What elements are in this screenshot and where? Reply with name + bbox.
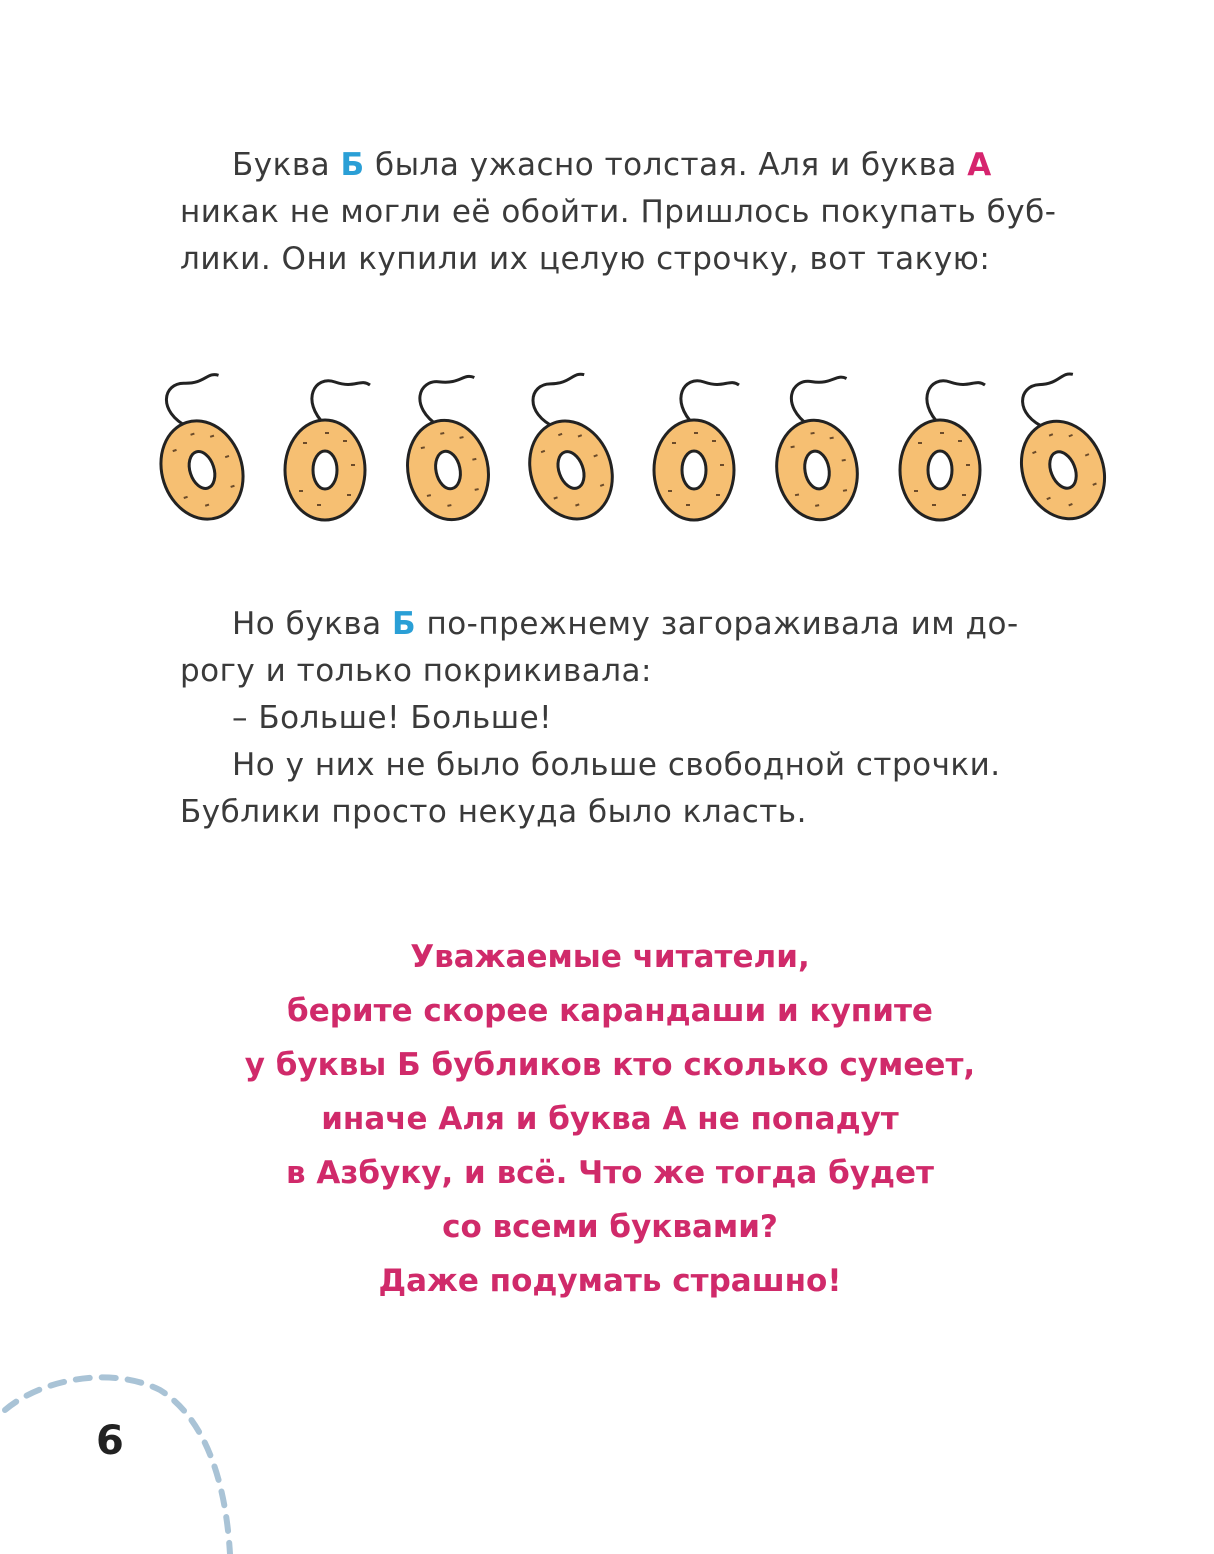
appeal-line: со всеми буквами?: [442, 1209, 778, 1245]
paragraph-line: Бублики просто некуда было класть.: [180, 794, 807, 830]
appeal-line: Даже подумать страшно!: [378, 1263, 842, 1299]
paragraph-line: лики. Они купили их целую строчку, вот такую:: [180, 241, 991, 277]
paragraph-line: рогу и только покрикивала:: [180, 653, 652, 689]
text-fragment: Но буква: [232, 606, 392, 642]
paragraph-line: Но у них не было больше свободной строчки.: [232, 747, 1001, 783]
letter-b-highlight: Б: [340, 147, 365, 183]
story-paragraph-2: [180, 601, 1072, 836]
dashed-arc: [5, 1377, 230, 1554]
bagel-icon: [503, 371, 630, 531]
reader-appeal: [150, 930, 1070, 1308]
bagel-icon: [390, 373, 502, 527]
bagel-icon: [654, 381, 739, 520]
letter-a-highlight: А: [967, 147, 992, 183]
appeal-line: берите скорее карандаши и купите: [287, 993, 933, 1029]
page-number: 6: [96, 1418, 124, 1464]
appeal-line: иначе Аля и буква А не попадут: [321, 1101, 899, 1137]
text-fragment: по-прежнему загораживала им до-: [416, 606, 1019, 642]
appeal-line: в Азбуку, и всё. Что же тогда будет: [285, 1155, 935, 1191]
story-paragraph-1: [180, 142, 1072, 283]
appeal-line: Уважаемые читатели,: [410, 939, 810, 975]
bagel-row-illustration: [140, 360, 1140, 540]
bagel-icon: [992, 370, 1123, 531]
paragraph-line: [180, 601, 1072, 648]
bagel-icon: [900, 381, 985, 520]
letter-b-highlight: Б: [391, 606, 417, 642]
bagel-icon: [762, 374, 870, 526]
bagel-icon: [285, 381, 370, 520]
dialogue-line: – Больше! Больше!: [232, 700, 553, 736]
page-corner-decoration: [0, 1350, 260, 1554]
paragraph-line: никак не могли её обойти. Пришлось покупать буб-: [180, 194, 1057, 230]
appeal-line: у буквы Б бубликов кто сколько сумеет,: [244, 1047, 976, 1083]
bagel-icon: [140, 371, 260, 530]
text-fragment: Буква: [232, 147, 341, 183]
text-fragment: была ужасно толстая. Аля и буква: [364, 147, 968, 183]
paragraph-line: [180, 142, 1072, 189]
